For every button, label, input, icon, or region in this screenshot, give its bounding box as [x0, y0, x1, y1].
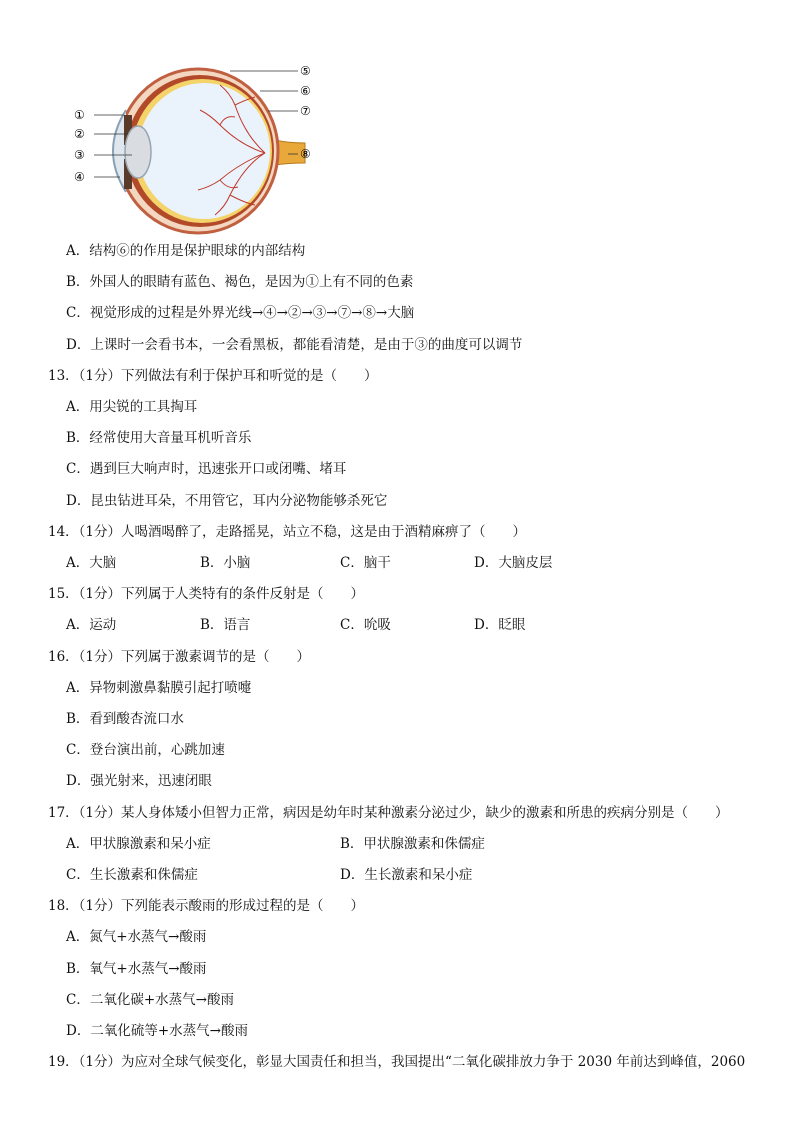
q14-option-c: C．脑干 [340, 555, 391, 571]
q17-option-d: D．生长激素和呆小症 [340, 867, 473, 883]
q17-option-c: C．生长激素和侏儒症 [66, 867, 198, 883]
q17-option-a: A．甲状腺激素和呆小症 [66, 836, 211, 852]
q18-option-a: A．氮气+水蒸气→酸雨 [66, 929, 207, 945]
q18-option-b: B．氧气+水蒸气→酸雨 [66, 961, 207, 977]
label-1: ① [74, 108, 85, 122]
label-8: ⑧ [300, 147, 311, 161]
label-6: ⑥ [300, 84, 311, 98]
q18-option-d: D．二氧化硫等+水蒸气→酸雨 [66, 1023, 248, 1039]
q14-option-b: B．小脑 [200, 555, 251, 571]
label-3: ③ [74, 148, 85, 162]
eyeball-diagram [60, 55, 340, 235]
q13-option-c: C．遇到巨大响声时，迅速张开口或闭嘴、堵耳 [66, 461, 347, 477]
label-4: ④ [74, 170, 85, 184]
q16-option-a: A．异物刺激鼻黏膜引起打喷嚏 [66, 680, 252, 696]
q13-option-a: A．用尖锐的工具掏耳 [66, 399, 198, 415]
q14-stem: 14．（1分）人喝酒喝醉了，走路摇晃，站立不稳，这是由于酒精麻痹了（ ） [48, 524, 527, 540]
q12-option-a: A．结构⑥的作用是保护眼球的内部结构 [66, 243, 306, 259]
label-7: ⑦ [300, 104, 311, 118]
q15-option-c: C．吮吸 [340, 617, 391, 633]
q15-option-b: B．语言 [200, 617, 251, 633]
q18-stem: 18．（1分）下列能表示酸雨的形成过程的是（ ） [48, 898, 365, 914]
q19-stem: 19．（1分）为应对全球气候变化，彰显大国责任和担当，我国提出“二氧化碳排放力争于 2030 年前达到峰值，2060 [48, 1054, 746, 1070]
q17-option-b: B．甲状腺激素和侏儒症 [340, 836, 485, 852]
q15-stem: 15．（1分）下列属于人类特有的条件反射是（ ） [48, 586, 365, 602]
q16-option-d: D．强光射来，迅速闭眼 [66, 773, 212, 789]
q13-option-b: B．经常使用大音量耳机听音乐 [66, 430, 252, 446]
q12-option-b: B．外国人的眼睛有蓝色、褐色，是因为①上有不同的色素 [66, 274, 414, 290]
q16-option-b: B．看到酸杏流口水 [66, 711, 184, 727]
q12-option-c: C．视觉形成的过程是外界光线→④→②→③→⑦→⑧→大脑 [66, 305, 415, 321]
label-2: ② [74, 127, 85, 141]
q17-stem: 17．（1分）某人身体矮小但智力正常，病因是幼年时某种激素分泌过少，缺少的激素和所患的疾病分别是（ ） [48, 805, 729, 821]
q15-option-d: D．眨眼 [474, 617, 526, 633]
q13-option-d: D．昆虫钻进耳朵，不用管它，耳内分泌物能够杀死它 [66, 493, 388, 509]
q16-stem: 16．（1分）下列属于激素调节的是（ ） [48, 649, 311, 665]
label-5: ⑤ [300, 64, 311, 78]
q12-option-d: D．上课时一会看书本，一会看黑板，都能看清楚，是由于③的曲度可以调节 [66, 337, 523, 353]
q14-option-a: A．大脑 [66, 555, 117, 571]
q13-stem: 13．（1分）下列做法有利于保护耳和听觉的是（ ） [48, 368, 378, 384]
q15-option-a: A．运动 [66, 617, 117, 633]
q14-option-d: D．大脑皮层 [474, 555, 553, 571]
q18-option-c: C．二氧化碳+水蒸气→酸雨 [66, 992, 234, 1008]
q16-option-c: C．登台演出前，心跳加速 [66, 742, 225, 758]
